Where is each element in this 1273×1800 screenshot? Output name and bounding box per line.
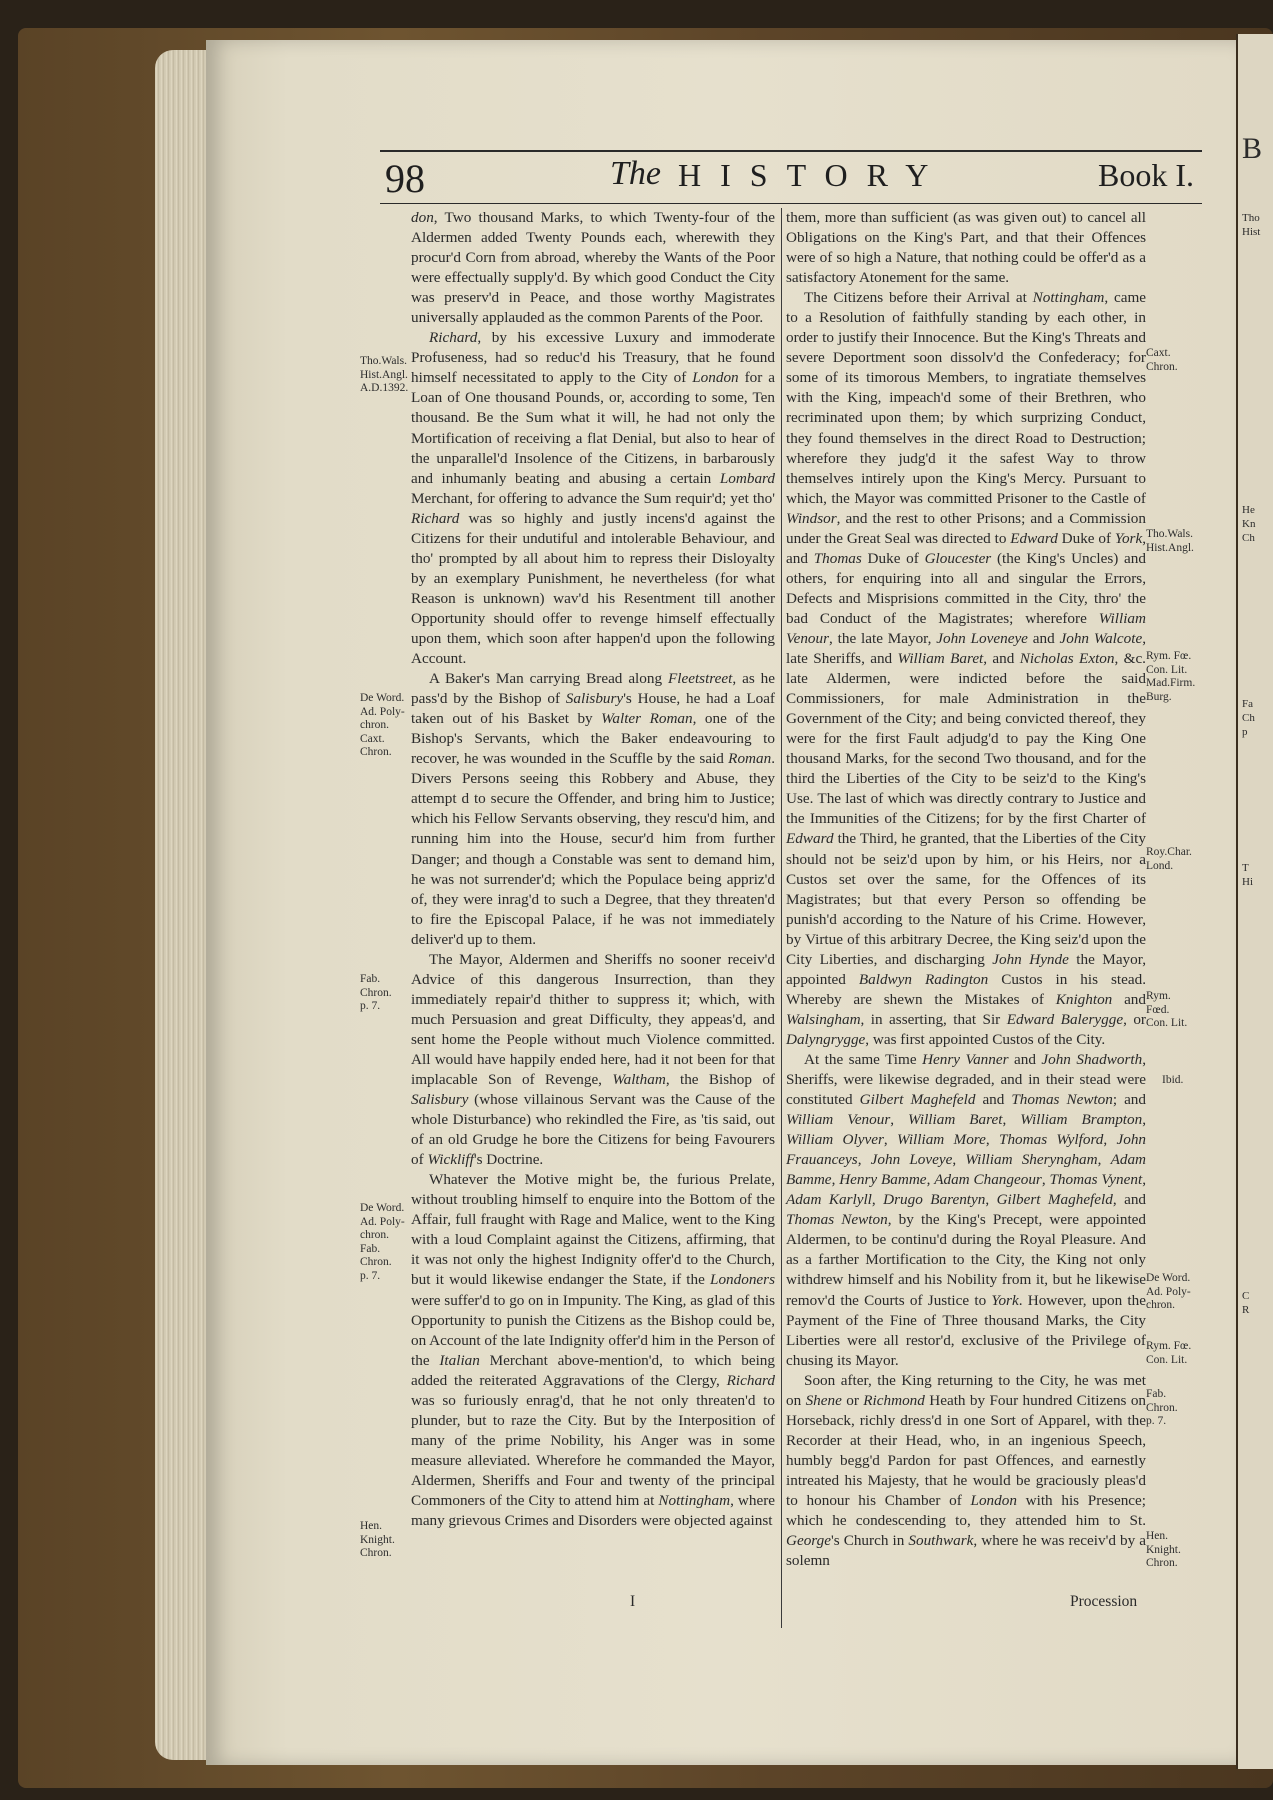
next-page-edge	[1236, 34, 1273, 1769]
margin-note: Tho.Wals. Hist.Angl.	[1146, 528, 1194, 554]
next-page-fragment: p	[1242, 726, 1248, 738]
margin-note: De Word. Ad. Poly- chron. Fab. Chron. p. 7.	[360, 1202, 405, 1282]
margin-note: De Word. Ad. Poly- chron.	[1146, 1272, 1191, 1311]
margin-note: Rym. Fœ. Con. Lit. Mad.Firm. Burg.	[1146, 650, 1196, 703]
next-page-fragment: Ch	[1242, 532, 1255, 544]
running-head-title: HISTORY	[678, 157, 948, 193]
right-text-column	[786, 208, 1146, 1571]
paragraph: Whatever the Motive might be, the furious Prelate, without troubling himself to enquire into the Bottom of the Affair, full fraught with Rage and Malice, went to the King with a loud Complaint against the Citizens, affirming, that it was not only the highest Indignity offer'd to the Church, but it would likewise endanger the State, if the Londoners were suffer'd to go on in Impunity. The King, as glad of this Opportunity to punish the Citizens as the Bishop could be, on Account of the late Indignity offer'd him in the Person of the Italian Merchant above-mention'd, to which being added the reiterated Aggravations of the Clergy, Richard was so furiously enrag'd, that he not only threaten'd to plunder, but to raze the City. But by the Interposition of many of the prime Nobility, his Anger was in some measure alleviated. Wherefore he commanded the Mayor, Aldermen, Sheriffs and Four and twenty of the principal Commoners of the City to attend him at Nottingham, where many grievous Crimes and Disorders were objected against	[411, 1171, 776, 1530]
next-page-fragment: Hist	[1242, 226, 1261, 238]
column-divider	[781, 208, 782, 1628]
next-page-fragment: B	[1242, 132, 1263, 165]
margin-note: Hen. Knight. Chron.	[360, 1520, 395, 1559]
margin-note: Roy.Char. Lond.	[1146, 846, 1192, 872]
running-head-the: The	[610, 155, 661, 192]
next-page-fragment: Fa	[1242, 698, 1253, 710]
paragraph: The Citizens before their Arrival at Nottingham, came to a Resolution of faithfully standing by each other, in order to justify their Innocence. But the King's Threats and severe Deportment soon dissolv'd the Confederacy; for some of its timorous Members, to ingratiate themselves with the King, impeach'd some of their Brethren, who recriminated upon them; by which surprizing Conduct, they found themselves in the direct Road to Destruction; wherefore they judg'd it the safest Way to throw themselves intirely upon the King's Mercy. Pursuant to which, the Mayor was committed Prisoner to the Castle of Windsor, and the rest to other Prisons; and a Commission under the Great Seal was directed to Edward Duke of York, and Thomas Duke of Gloucester (the King's Uncles) and others, for enquiring into all and singular the Errors, Defects and Misprisions committed in the City, thro' the bad Conduct of the Magistrates; wherefore William Venour, the late Mayor, John Loveneye and John Walcote, late Sheriffs, and William Baret, and Nicholas Exton, &c. late Aldermen, were indicted before the said Commissioners, for male Administration in the Government of the City; and being convicted thereof, they were for the first Fault adjudg'd to pay the King One thousand Marks, for the second Two thousand, and for the third the Liberties of the City to be seiz'd to the King's Use. The last of which was directly contrary to Justice and the Immunities of the Citizens; for by the first Charter of Edward the Third, he granted, that the Liberties of the City should not be seiz'd upon by him, or his Heirs, nor a Custos set over the same, for the Offences of its Magistrates; but that every Person so offending be punish'd according to the Nature of his Crime. However, by Virtue of this arbitrary Decree, the King seiz'd upon the City Liberties, and discharging John Hynde the Mayor, appointed Baldwyn Radington Custos in his stead. Whereby are shewn the Mistakes of Knighton and Walsingham, in asserting, that Sir Edward Balerygge, or Dalyngrygge, was first appointed Custos of the City.	[786, 289, 1147, 1048]
next-page-fragment: Ch	[1242, 712, 1255, 724]
margin-note: De Word. Ad. Poly- chron. Caxt. Chron.	[360, 692, 405, 758]
margin-note: Ibid.	[1162, 1074, 1184, 1086]
paragraph: At the same Time Henry Vanner and John Shadworth, Sheriffs, were likewise degraded, and in their stead were constituted Gilbert Maghefeld and Thomas Newton; and William Venour, William Baret, William Brampton, William Olyver, William More, Thomas Wylford, John Frauanceys, John Loveye, William Sheryngham, Adam Bamme, Henry Bamme, Adam Changeour, Thomas Vynent, Adam Karlyll, Drugo Barentyn, Gilbert Maghefeld, and Thomas Newton, by the King's Precept, were appointed Aldermen, to be continu'd during the Royal Pleasure. And as a farther Mortification to the City, the King not only withdrew himself and his Nobility from it, but he likewise remov'd the Courts of Justice to York. However, upon the Payment of the Fine of Three thousand Marks, the City Liberties were all restor'd, exclusive of the Privilege of chusing its Mayor.	[786, 1050, 1147, 1369]
next-page-fragment: Tho	[1242, 212, 1260, 224]
margin-note: Rym. Fœd. Con. Lit.	[1146, 990, 1188, 1029]
margin-note: Fab. Chron. p. 7.	[360, 973, 392, 1012]
signature-mark: I	[630, 1593, 636, 1610]
next-page-fragment: He	[1242, 504, 1255, 516]
paragraph: A Baker's Man carrying Bread along Fleetstreet, as he pass'd by the Bishop of Salisbury's House, he had a Loaf taken out of his Basket by Walter Roman, one of the Bishop's Servants, which the Baker endeavouring to recover, he was wounded in the Scuffle by the said Roman. Divers Persons seeing this Robbery and Abuse, they attempt d to secure the Offender, and bring him to Justice; which his Fellow Servants observing, they rescu'd him, and running him into the House, secur'd him from further Danger; and though a Constable was sent to demand him, he was not surrender'd; which the Populace being appriz'd of, they were inrag'd to such a Degree, that they threaten'd to fire the Episcopal Palace, if he was not immediately deliver'd up to them.	[411, 670, 776, 948]
page-edges	[155, 50, 213, 1760]
paragraph: Richard, by his excessive Luxury and immoderate Profuseness, had so reduc'd his Treasury, that he found himself necessitated to apply to the City of London for a Loan of One thousand Pounds, or, according to some, Ten thousand. Be the Sum what it will, he had not only the Mortification of receiving a flat Denial, but also to hear of the unparallel'd Insolence of the Citizens, in barbarously and inhumanly beating and abusing a certain Lombard Merchant, for offering to advance the Sum requir'd; yet tho' Richard was so highly and justly incens'd against the Citizens for their undutiful and intolerable Behaviour, and tho' prompted by all about him to repress their Disloyalty by an exemplary Punishment, he nevertheless (for what Reason is unknown) wav'd his Resentment till another Opportunity should offer to revenge himself effectually upon them, which soon after happen'd upon the following Account.	[411, 329, 775, 668]
paragraph: them, more than sufficient (as was given out) to cancel all Obligations on the King's Part, and that their Offences were of so high a Nature, that nothing could be offer'd as a satisfactory Atonement for the same.	[786, 209, 1146, 287]
margin-note: Caxt. Chron.	[1146, 347, 1178, 373]
catchword: Procession	[1070, 1593, 1138, 1610]
running-head-book: Book I.	[1098, 157, 1194, 193]
next-page-fragment: Kn	[1242, 518, 1256, 530]
margin-note: Fab. Chron. p. 7.	[1146, 1388, 1178, 1427]
header-rule-top	[380, 150, 1202, 152]
header-rule-bottom	[380, 203, 1202, 204]
left-text-column	[411, 208, 775, 1531]
next-page-fragment: Hi	[1242, 876, 1253, 888]
paragraph: don, Two thousand Marks, to which Twenty-four of the Aldermen added Twenty Pounds each, wherewith they procur'd Corn from abroad, whereby the Wants of the Poor were effectually supply'd. By which good Conduct the City was preserv'd in Peace, and those worthy Magistrates universally applauded as the common Parents of the Poor.	[411, 209, 775, 327]
next-page-fragment: C	[1242, 1290, 1250, 1302]
paragraph: Soon after, the King returning to the City, he was met on Shene or Richmond Heath by Four hundred Citizens on Horseback, richly dress'd in one Sort of Apparel, with the Recorder at their Head, who, in an ingenious Speech, humbly begg'd Pardon for past Offences, and earnestly intreated his Majesty, that he would be graciously pleas'd to honour his Chamber of London with his Presence; which he condescending to, they attended him to St. George's Church in Southwark, where he was receiv'd by a solemn	[786, 1371, 1147, 1570]
next-page-fragment: R	[1242, 1304, 1250, 1316]
page-number: 98	[385, 156, 425, 201]
margin-note: Hen. Knight. Chron.	[1146, 1530, 1181, 1569]
margin-note: Rym. Fœ. Con. Lit.	[1146, 1340, 1192, 1366]
paragraph: The Mayor, Aldermen and Sheriffs no sooner receiv'd Advice of this dangerous Insurrection, than they immediately repair'd thither to suppress it; which, with much Persuasion and great Difficulty, they appeas'd, and sent home the People without much Violence committed. All would have happily ended here, had it not been for that implacable Son of Revenge, Waltham, the Bishop of Salisbury (whose villainous Servant was the Cause of the whole Disturbance) who rekindled the Fire, as 'tis said, out of an old Grudge he bore the Citizens for being Favourers of Wickliff's Doctrine.	[411, 950, 775, 1169]
margin-note: Tho.Wals. Hist.Angl. A.D.1392.	[360, 355, 409, 394]
next-page-fragment: T	[1242, 862, 1249, 874]
